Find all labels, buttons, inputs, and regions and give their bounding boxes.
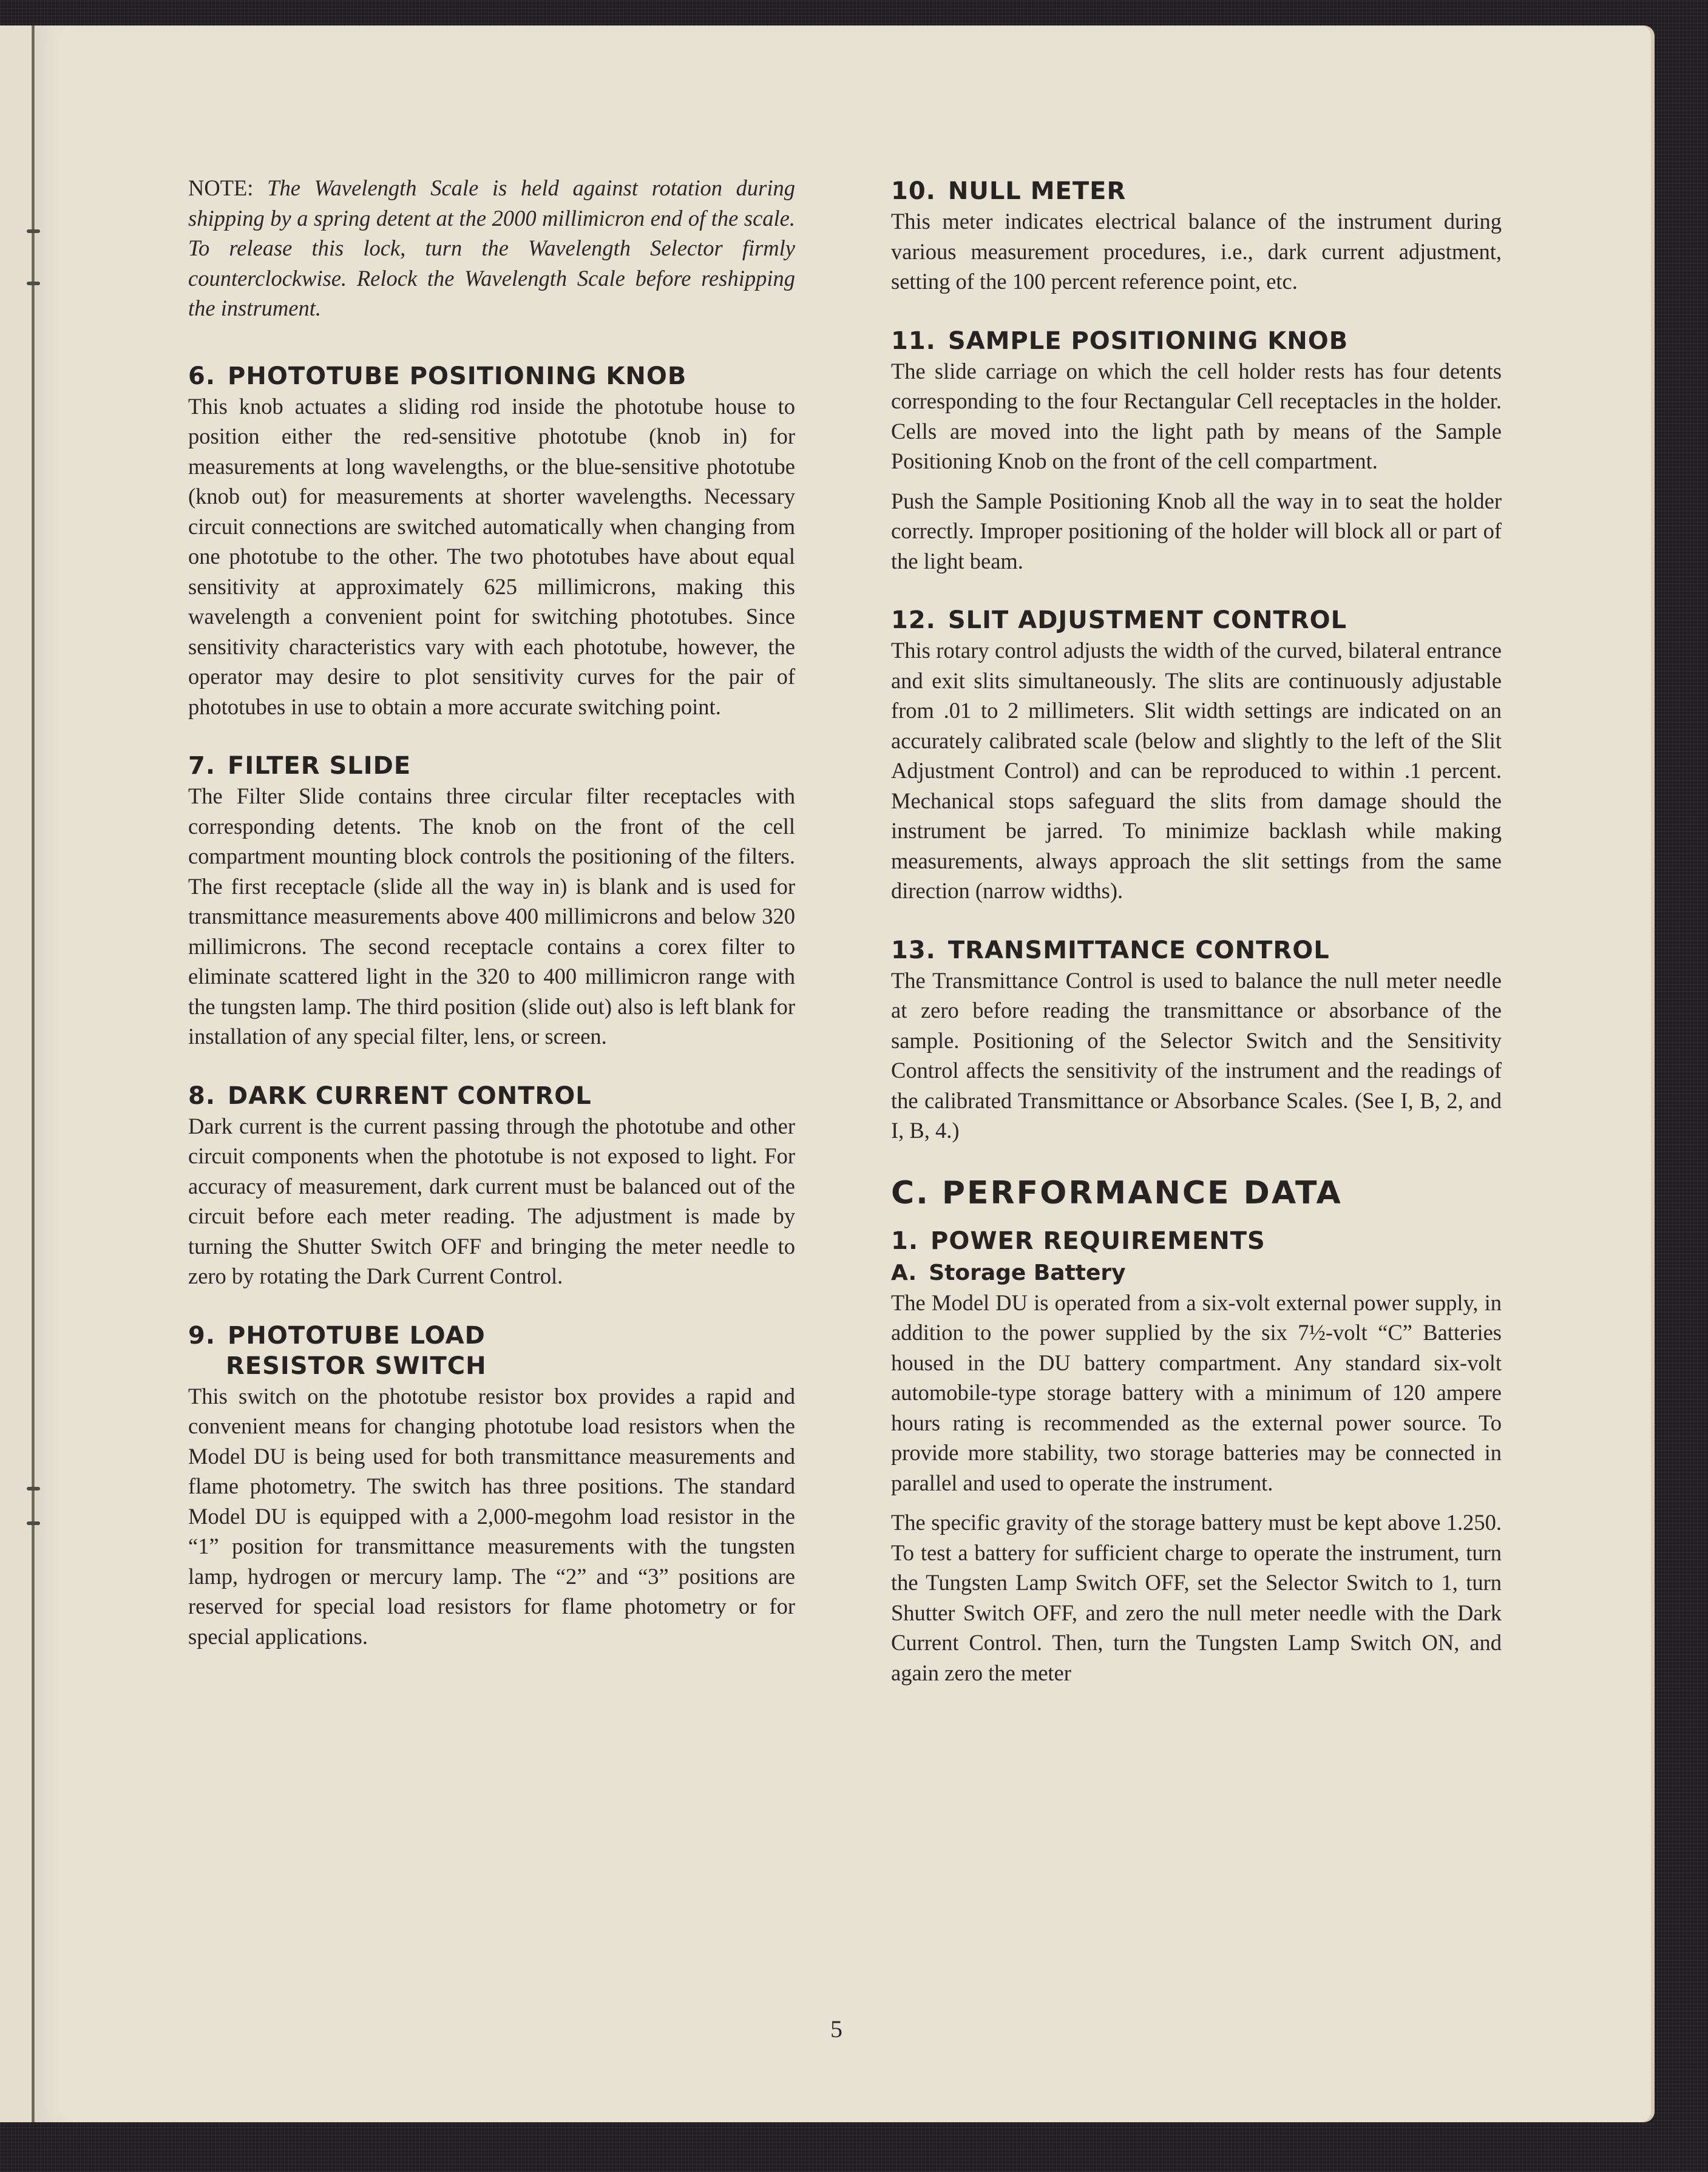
- section-heading: [188, 751, 795, 781]
- part-letter: C.: [891, 1174, 930, 1211]
- section-title: SAMPLE POSITIONING KNOB: [947, 326, 1349, 355]
- staple-icon: [27, 282, 40, 285]
- section-7-filter-slide: [188, 751, 795, 1052]
- section-number: 9.: [188, 1321, 216, 1350]
- section-title: NULL METER: [947, 177, 1127, 205]
- section-title: FILTER SLIDE: [228, 752, 412, 780]
- staple-icon: [27, 1521, 40, 1525]
- section-paragraph: This rotary control adjusts the width of the curved, bilateral entrance and exit slits simultaneously. The slits are continuously adjustable from .01 to 2 millimeters. Slit width settings are indicated on an accurately calibrated scale (below and slightly to the left of the Slit Adjustment Control) and can be reproduced to within .1 percent. Mechanical stops safeguard the slits from damage should the instrument be jarred. To minimize backlash while making measurements, always approach the slit settings from the same direction (narrow widths).: [891, 638, 1502, 903]
- section-heading: [891, 605, 1502, 635]
- section-number: 13.: [891, 936, 936, 964]
- section-12-slit-adjustment-control: [891, 605, 1502, 906]
- section-number: 11.: [891, 326, 936, 355]
- section-number: 6.: [188, 362, 216, 390]
- staple-icon: [27, 229, 40, 233]
- section-paragraph: The Filter Slide contains three circular filter receptacles with corresponding detents. The knob on the front of the cell compartment mounting block controls the positioning of the filters. The first receptacle (slide all the way in) is blank and is used for transmittance measurements above 400 millimicrons and below 320 millimicrons. The second receptacle contains a corex filter to eliminate scattered light in the 320 to 400 millimicron range with the tungsten lamp. The third position (slide out) also is left blank for installation of any special filter, lens, or screen.: [188, 783, 795, 1049]
- left-column: [188, 173, 795, 1651]
- section-paragraph: Dark current is the current passing through the phototube and other circuit components when the phototube is not exposed to light. For accuracy of measurement, dark current must be balanced out of the circuit before each meter reading. The adjustment is made by turning the Shutter Switch OFF and bringing the meter needle to zero by rotating the Dark Current Control.: [188, 1113, 795, 1288]
- section-6-phototube-positioning-knob: [188, 361, 795, 722]
- section-title-line2: RESISTOR SWITCH: [226, 1352, 487, 1380]
- section-9-phototube-load-resistor-switch: [188, 1321, 795, 1652]
- subsection-heading-power-requirements: [891, 1226, 1502, 1256]
- section-10-null-meter: [891, 176, 1502, 297]
- section-paragraph: The Model DU is operated from a six-volt external power supply, in addition to the power supplied by the six 7½-volt “C” Batteries housed in the DU battery compartment. Any standard six-volt automobile-type storage battery with a minimum of 120 ampere hours rating is recommended as the external power source. To provide more stability, two storage batteries may be connected in parallel and used to operate the instrument.: [891, 1290, 1502, 1495]
- section-heading: [891, 326, 1502, 356]
- subsection-title: POWER REQUIREMENTS: [930, 1226, 1266, 1255]
- section-13-transmittance-control: [891, 935, 1502, 1146]
- part-title: PERFORMANCE DATA: [941, 1174, 1343, 1211]
- subsubsection-letter: A.: [891, 1260, 917, 1285]
- right-column: [891, 176, 1502, 1688]
- shipping-note: [188, 173, 795, 323]
- page-number: 5: [830, 2015, 842, 2043]
- section-heading: [891, 935, 1502, 966]
- section-11-sample-positioning-knob: [891, 326, 1502, 577]
- section-paragraph: The slide carriage on which the cell holder rests has four detents corresponding to the four Rectangular Cell receptacles in the holder. Cells are moved into the light path by means of the Sample Positioning Knob on the front of the cell compartment.: [891, 358, 1502, 473]
- section-title: PHOTOTUBE POSITIONING KNOB: [228, 362, 687, 390]
- part-heading-performance-data: [891, 1175, 1502, 1211]
- section-heading: [188, 1081, 795, 1111]
- staple-icon: [27, 1487, 40, 1490]
- note-label: NOTE:: [188, 175, 254, 200]
- section-heading: [188, 1321, 795, 1381]
- section-title: TRANSMITTANCE CONTROL: [947, 936, 1330, 964]
- subsubsection-heading-storage-battery: [891, 1259, 1502, 1288]
- section-paragraph: The Transmittance Control is used to balance the null meter needle at zero before reading the transmittance or absorbance of the sample. Positioning of the Selector Switch and the Sensitivity Control affects the sensitivity of the instrument and the readings of the calibrated Transmittance or Absorbance Scales. (See I, B, 2, and I, B, 4.): [891, 967, 1502, 1143]
- section-paragraph: This switch on the phototube resistor box provides a rapid and convenient means for changing phototube load resistors when the Model DU is being used for both transmittance measurements and flame photometry. The switch has three positions. The standard Model DU is equipped with a 2,000-megohm load resistor in the “1” position for transmittance measurements with the tungsten lamp, hydrogen or mercury lamp. The “2” and “3” positions are reserved for special load resistors for flame photometry or for special applications.: [188, 1383, 795, 1649]
- section-heading: [891, 176, 1502, 206]
- section-paragraph: This knob actuates a sliding rod inside the phototube house to position either the red-sensitive phototube (knob in) for measurements at long wavelengths, or the blue-sensitive phototube (knob out) for measurements at shorter wavelengths. Necessary circuit connections are switched automatically when changing from one phototube to the other. The two phototubes have about equal sensitivity at approximately 625 millimicrons, making this wavelength a convenient point for switching phototubes. Since sensitivity characteristics vary with each phototube, however, the operator may desire to plot sensitivity curves for the pair of phototubes in use to obtain a more accurate switching point.: [188, 393, 795, 719]
- subsection-number: 1.: [891, 1226, 919, 1255]
- section-paragraph: Push the Sample Positioning Knob all the way in to seat the holder correctly. Improper positioning of the holder will block all or part of the light beam.: [891, 488, 1502, 573]
- section-number: 12.: [891, 606, 936, 634]
- section-heading: [188, 361, 795, 391]
- note-body: The Wavelength Scale is held against rotation during shipping by a spring detent at the 2000 millimicron end of the scale. To release this lock, turn the Wavelength Selector firmly counterclockwise. Relock the Wavelength Scale before reshipping the instrument.: [188, 175, 796, 320]
- binding-spine: [32, 25, 35, 2122]
- section-8-dark-current-control: [188, 1081, 795, 1291]
- section-paragraph: The specific gravity of the storage battery must be kept above 1.250. To test a battery for sufficient charge to operate the instrument, turn the Tungsten Lamp Switch OFF, set the Selector Switch to 1, turn Shutter Switch OFF, and zero the null meter needle with the Dark Current Control. Then, turn the Tungsten Lamp Switch ON, and again zero the meter: [891, 1510, 1502, 1685]
- section-title: DARK CURRENT CONTROL: [228, 1081, 592, 1110]
- section-paragraph: This meter indicates electrical balance of the instrument during various measurement procedures, i.e., dark current adjustment, setting of the 100 percent reference point, etc.: [891, 209, 1502, 294]
- section-number: 7.: [188, 752, 216, 780]
- subsubsection-title: Storage Battery: [929, 1260, 1126, 1285]
- section-title-line1: PHOTOTUBE LOAD: [228, 1321, 486, 1350]
- facing-page-edge: [0, 25, 33, 2122]
- section-title: SLIT ADJUSTMENT CONTROL: [947, 606, 1347, 634]
- section-number: 8.: [188, 1081, 216, 1110]
- section-number: 10.: [891, 177, 936, 205]
